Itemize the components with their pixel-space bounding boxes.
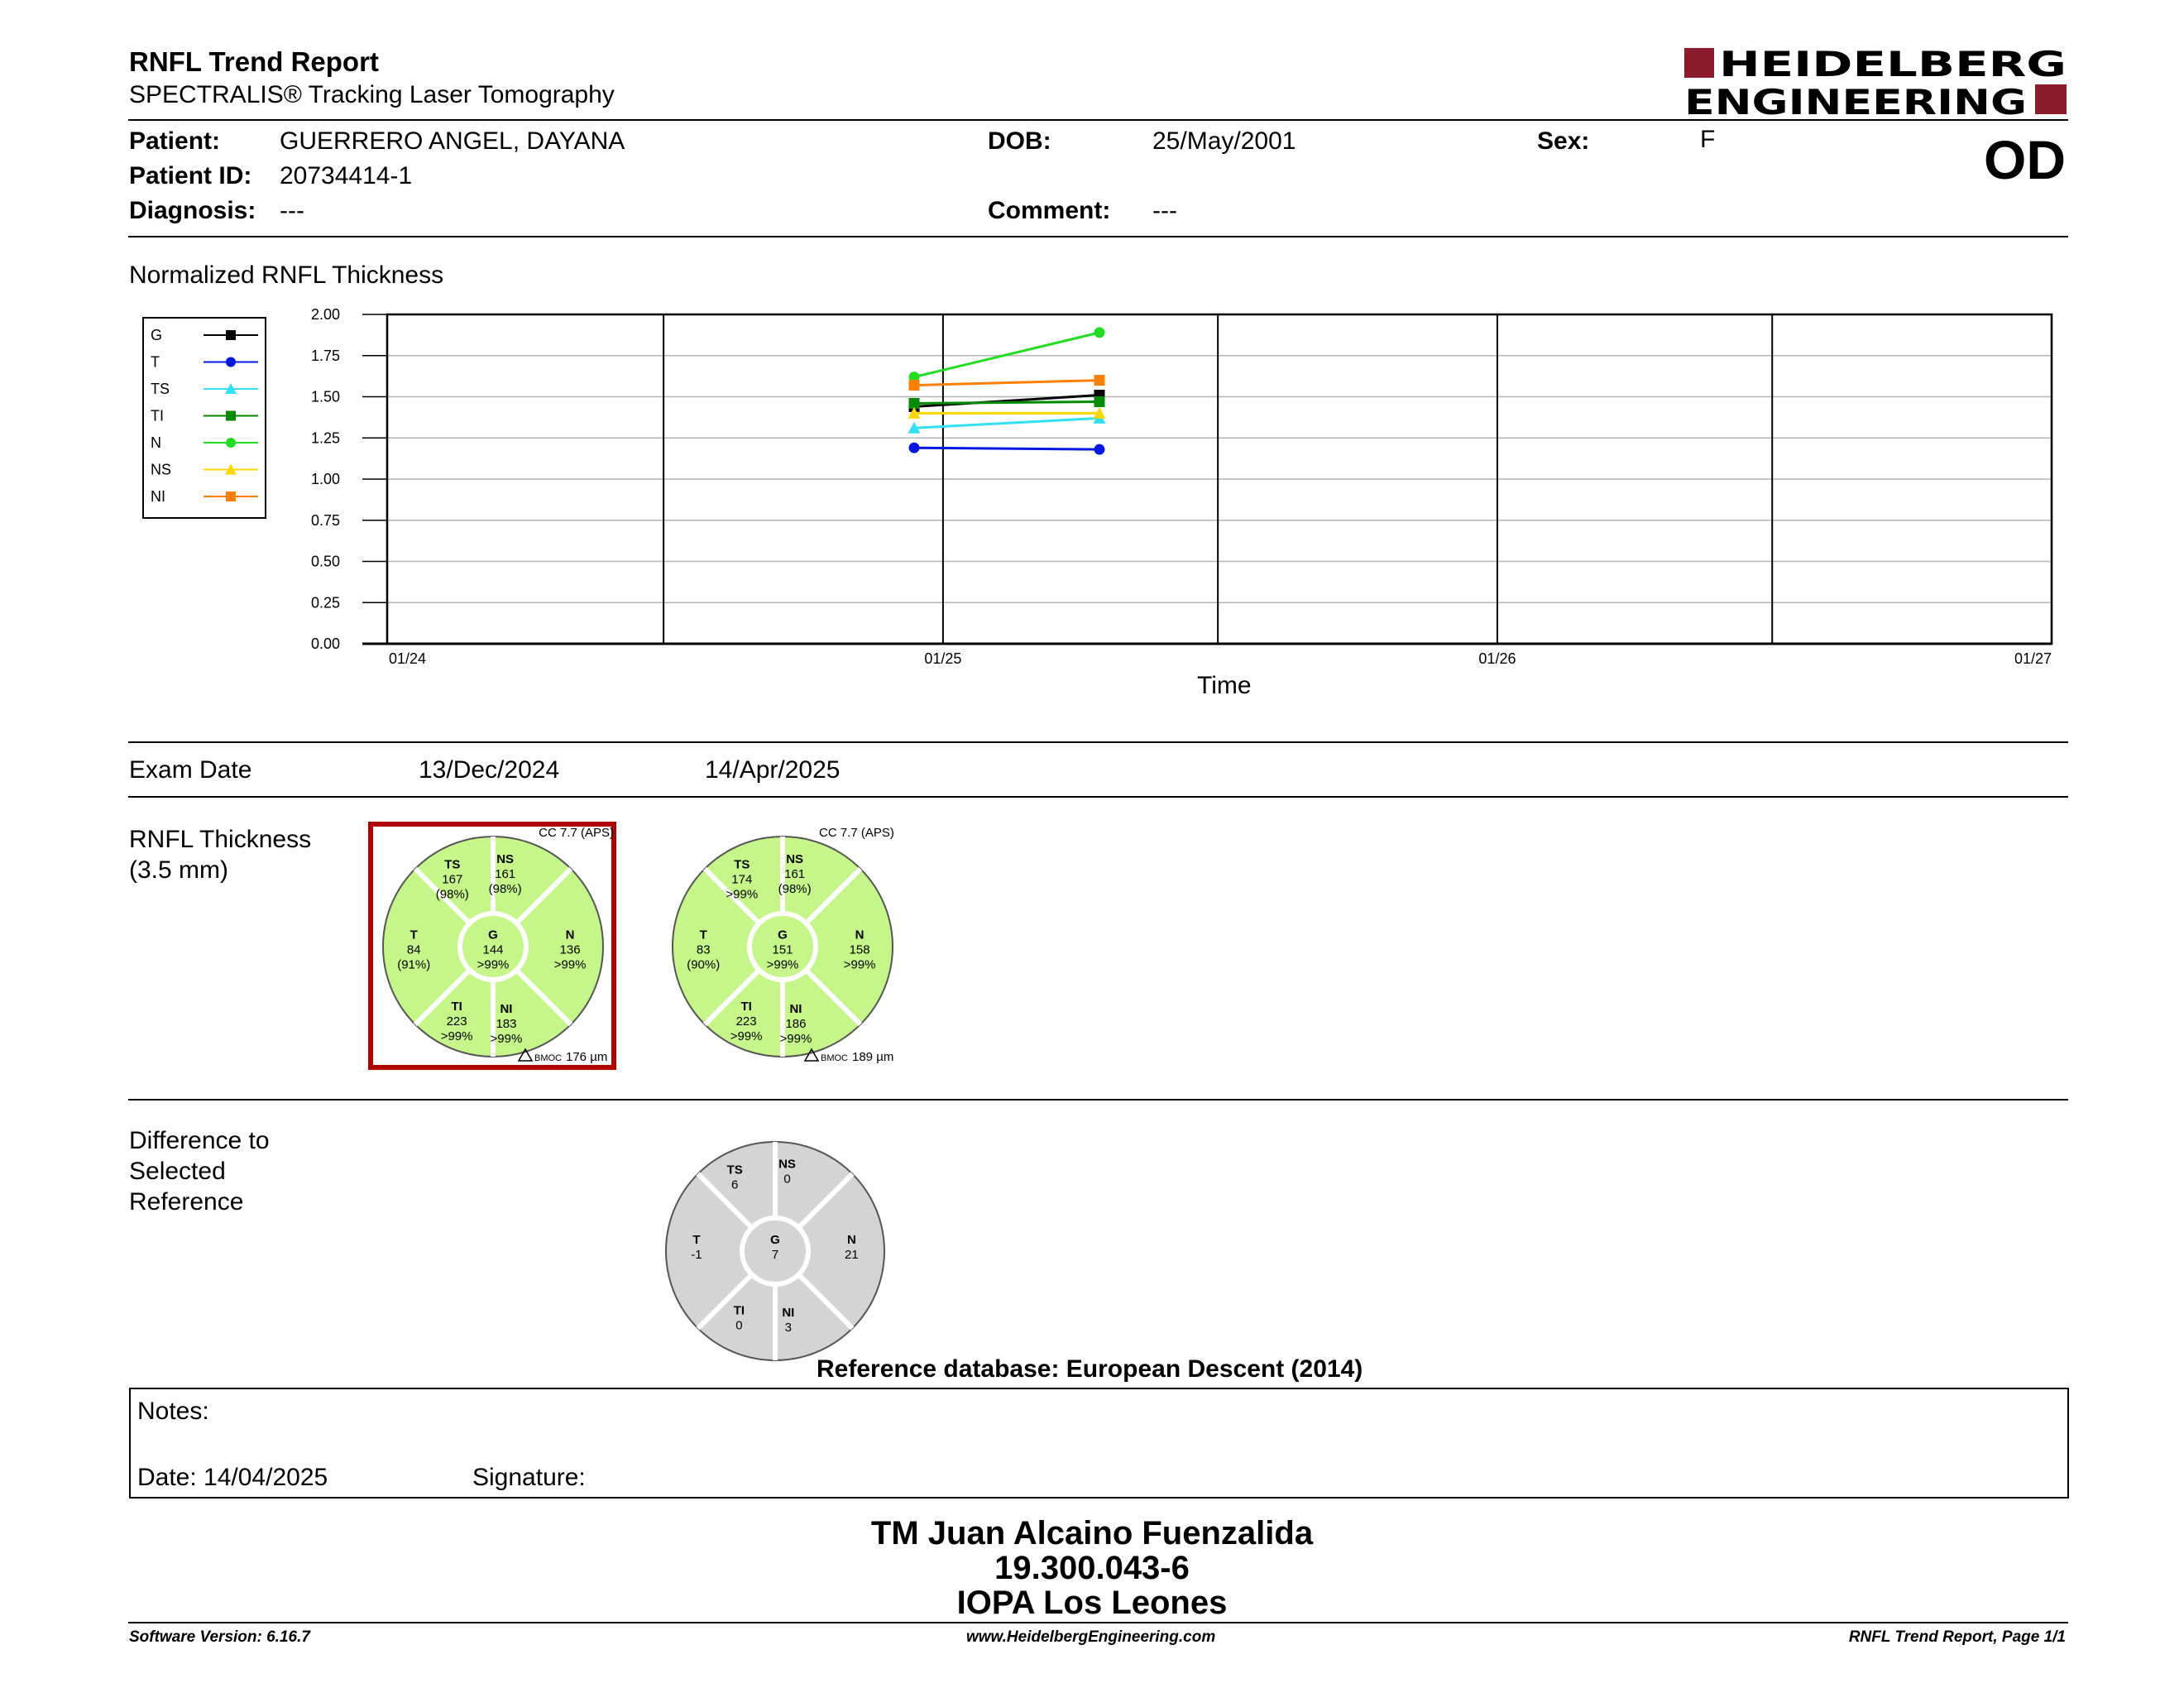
sector-name: NI xyxy=(789,1001,802,1016)
sector-value: 151 xyxy=(772,942,793,957)
sector-percentile: >99% xyxy=(779,1031,812,1046)
dob-value: 25/May/2001 xyxy=(1152,127,1296,155)
sector-name: G xyxy=(770,1232,780,1247)
sector-name: T xyxy=(410,928,418,942)
legend-label: N xyxy=(151,434,161,451)
sector-name: N xyxy=(855,928,864,942)
signature-label: Signature: xyxy=(472,1464,586,1491)
data-point-NI xyxy=(1094,375,1104,386)
data-point-NI xyxy=(909,380,920,391)
y-tick-label: 1.50 xyxy=(310,388,340,405)
sector-value: 144 xyxy=(482,942,504,957)
series-line-NI xyxy=(914,381,1099,386)
sector-value: 0 xyxy=(783,1172,791,1187)
website-link[interactable]: www.HeidelbergEngineering.com xyxy=(966,1628,1216,1646)
x-tick-label: 01/24 xyxy=(389,650,427,667)
sector-percentile: (98%) xyxy=(778,881,812,896)
data-point-N xyxy=(1094,327,1104,338)
sector-name: TI xyxy=(733,1303,745,1318)
y-tick-label: 1.25 xyxy=(310,429,340,447)
legend-marker xyxy=(226,492,236,501)
sector-name: N xyxy=(846,1232,856,1247)
thickness-divider xyxy=(128,1099,2068,1101)
operator-name: TM Juan Alcaino Fuenzalida xyxy=(870,1515,1314,1551)
sector-percentile: >99% xyxy=(440,1029,473,1044)
patient-label: Patient: xyxy=(129,127,221,155)
sector-name: NI xyxy=(500,1001,513,1016)
sector-value: 161 xyxy=(784,866,806,881)
sector-name: NS xyxy=(496,851,515,866)
notes-label: Notes: xyxy=(137,1398,209,1425)
y-tick-label: 0.50 xyxy=(310,553,340,570)
operator-id: 19.300.043-6 xyxy=(994,1550,1190,1586)
x-tick-label: 01/26 xyxy=(1478,650,1516,667)
patient-id: 20734414-1 xyxy=(280,162,413,189)
notes-date: Date: 14/04/2025 xyxy=(137,1464,328,1491)
comment-value: --- xyxy=(1152,197,1177,224)
sector-percentile: (90%) xyxy=(687,957,721,972)
bmoc-value: 189 µm xyxy=(852,1050,894,1064)
exam-date-1: 13/Dec/2024 xyxy=(419,756,560,784)
series-line-TS xyxy=(914,418,1099,428)
legend-marker xyxy=(226,438,236,448)
bmoc-label: BMOC xyxy=(821,1053,848,1063)
sector-value: 0 xyxy=(735,1318,743,1333)
y-tick-label: 0.75 xyxy=(310,511,340,529)
cc-label: CC 7.7 (APS) xyxy=(539,826,614,840)
sector-percentile: (98%) xyxy=(435,887,469,902)
sector-value: 223 xyxy=(735,1014,757,1029)
sector-name: G xyxy=(488,928,498,942)
sector-name: T xyxy=(699,928,707,942)
sector-name: T xyxy=(692,1232,701,1247)
bmoc-label: BMOC xyxy=(534,1053,562,1063)
sector-name: G xyxy=(778,928,788,942)
legend-label: NI xyxy=(151,488,165,505)
operator-clinic: IOPA Los Leones xyxy=(956,1585,1228,1621)
software-version: Software Version: 6.16.7 xyxy=(129,1628,310,1646)
sector-percentile: >99% xyxy=(490,1031,523,1046)
sector-name: TS xyxy=(444,857,461,872)
sector-name: TS xyxy=(726,1163,743,1177)
page-info: RNFL Trend Report, Page 1/1 xyxy=(1848,1628,2066,1646)
diagnosis-label: Diagnosis: xyxy=(129,197,256,224)
report-title: RNFL Trend Report xyxy=(129,46,379,77)
sector-value: 3 xyxy=(784,1321,793,1336)
dob-label: DOB: xyxy=(988,127,1051,155)
legend-label: T xyxy=(151,353,160,371)
sector-name: N xyxy=(565,928,575,942)
sector-percentile: >99% xyxy=(843,957,876,972)
sector-G xyxy=(770,1233,780,1262)
sector-value: 167 xyxy=(442,872,463,887)
sector-percentile: >99% xyxy=(553,957,587,972)
data-point-T xyxy=(1094,444,1104,455)
series-line-N xyxy=(914,333,1099,377)
report-subtitle: SPECTRALIS® Tracking Laser Tomography xyxy=(129,81,615,108)
eye-indicator: OD xyxy=(1984,129,2066,190)
x-axis-label: Time xyxy=(1197,672,1252,699)
sector-name: NS xyxy=(786,851,804,866)
header-divider xyxy=(128,119,2068,121)
sector-value: 186 xyxy=(785,1016,807,1031)
data-point-TI xyxy=(1094,396,1104,407)
legend-marker xyxy=(226,330,236,340)
chart-title: Normalized RNFL Thickness xyxy=(129,261,444,289)
difference-label: Difference to Selected Reference xyxy=(129,1127,270,1216)
sector-value: 183 xyxy=(496,1016,517,1031)
difference-circle xyxy=(658,1134,898,1374)
legend-label: G xyxy=(151,327,163,343)
sector-percentile: (98%) xyxy=(488,881,522,896)
exam-divider xyxy=(128,796,2068,798)
sector-value: 158 xyxy=(849,942,870,957)
patient-name: GUERRERO ANGEL, DAYANA xyxy=(280,127,625,155)
y-tick-label: 1.75 xyxy=(310,347,340,364)
series-line-T xyxy=(914,448,1099,449)
legend-label: TI xyxy=(151,407,164,424)
y-tick-label: 1.00 xyxy=(310,471,340,487)
rnfl-trend-chart xyxy=(290,302,2068,716)
rnfl-circle-exam-1[interactable] xyxy=(368,822,633,1073)
sector-value: 136 xyxy=(559,942,581,957)
series-line-TI xyxy=(914,401,1099,403)
sector-percentile: (91%) xyxy=(397,957,431,972)
diagnosis-value: --- xyxy=(280,197,304,224)
sector-value: 84 xyxy=(406,942,421,957)
sector-value: 6 xyxy=(730,1177,739,1192)
svg-text:ENGINEERING: ENGINEERING xyxy=(1684,82,2027,119)
sector-percentile: >99% xyxy=(477,957,510,972)
sex-label: Sex: xyxy=(1537,127,1590,155)
patient-divider xyxy=(128,236,2068,237)
notes-box[interactable] xyxy=(129,1388,2069,1499)
svg-text:HEIDELBERG: HEIDELBERG xyxy=(1719,45,2067,84)
chart-divider xyxy=(128,741,2068,743)
chart-legend xyxy=(142,317,266,519)
legend-marker xyxy=(226,357,236,367)
x-tick-label: 01/27 xyxy=(2014,650,2052,667)
reference-database: Reference database: European Descent (2014) xyxy=(817,1355,1363,1383)
sector-name: NI xyxy=(782,1306,795,1321)
legend-label: TS xyxy=(151,381,170,397)
rnfl-circle-exam-2[interactable] xyxy=(658,822,922,1073)
x-tick-label: 01/25 xyxy=(924,650,962,667)
legend-marker xyxy=(226,411,236,421)
sector-value: 174 xyxy=(731,872,753,887)
sector-name: TI xyxy=(740,1000,752,1014)
sector-name: TS xyxy=(734,857,750,872)
sector-value: 83 xyxy=(696,942,711,957)
sector-value: 7 xyxy=(771,1247,779,1262)
sector-percentile: >99% xyxy=(730,1029,763,1044)
bmoc-value: 176 µm xyxy=(566,1050,608,1064)
y-tick-label: 0.00 xyxy=(310,635,340,652)
comment-label: Comment: xyxy=(988,197,1111,224)
y-tick-label: 2.00 xyxy=(310,306,340,323)
exam-date-label: Exam Date xyxy=(129,756,252,784)
heidelberg-logo xyxy=(1684,45,2068,119)
sector-value: 21 xyxy=(845,1247,859,1262)
rnfl-thickness-label: RNFL Thickness (3.5 mm) xyxy=(129,826,312,884)
sex-value: F xyxy=(1700,126,1716,153)
exam-date-2: 14/Apr/2025 xyxy=(705,756,841,784)
patient-id-label: Patient ID: xyxy=(129,162,252,189)
footer-divider xyxy=(128,1622,2068,1623)
y-tick-label: 0.25 xyxy=(310,594,340,611)
sector-percentile: >99% xyxy=(726,887,759,902)
sector-value: -1 xyxy=(691,1247,702,1262)
sector-name: NS xyxy=(778,1157,796,1172)
legend-label: NS xyxy=(151,461,172,478)
sector-name: TI xyxy=(451,1000,462,1014)
data-point-T xyxy=(909,443,920,453)
sector-value: 161 xyxy=(495,866,516,881)
sector-value: 223 xyxy=(446,1014,467,1029)
cc-label: CC 7.7 (APS) xyxy=(819,826,894,840)
sector-percentile: >99% xyxy=(766,957,799,972)
